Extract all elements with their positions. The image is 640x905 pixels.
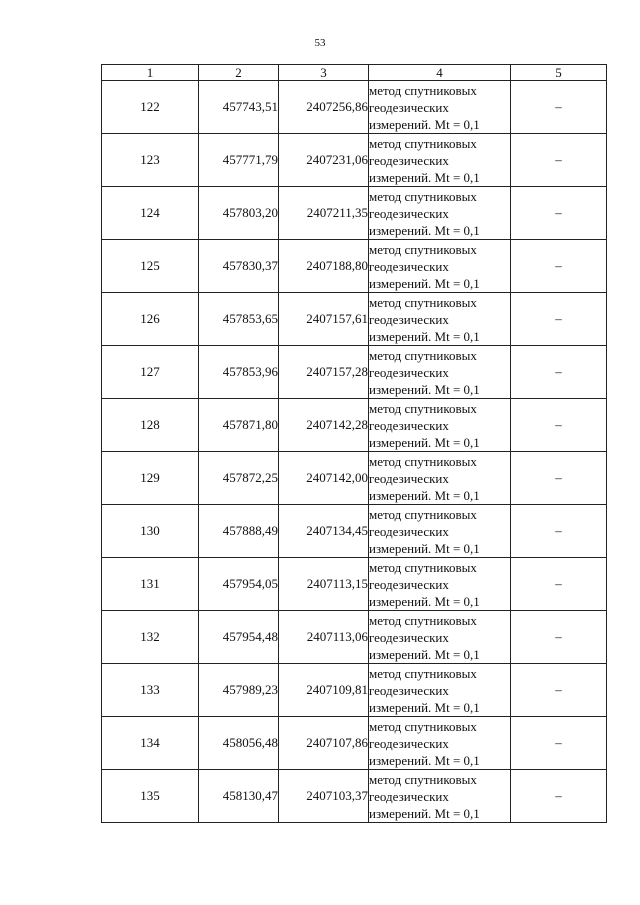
point-number-cell: 127 [102,346,199,399]
method-text-line: метод спутниковых [369,188,477,204]
method-text-line: метод спутниковых [369,612,477,628]
method-text-line: измерений. Mt = 0,1 [369,116,480,132]
column-header-1: 1 [102,65,199,81]
method-text-line: измерений. Mt = 0,1 [369,752,480,768]
method-cell [369,664,511,717]
y-coordinate-cell: 2407103,37 [279,770,369,823]
table-row [102,452,607,505]
method-text-line: геодезических [369,523,449,539]
column-5-cell: – [511,346,607,399]
method-text-line: геодезических [369,629,449,645]
x-coordinate-cell: 458130,47 [199,770,279,823]
method-text-line: метод спутниковых [369,347,477,363]
method-text-line: измерений. Mt = 0,1 [369,434,480,450]
column-5-cell: – [511,134,607,187]
table-row [102,293,607,346]
column-5-cell: – [511,240,607,293]
method-text-line: геодезических [369,735,449,751]
method-cell [369,346,511,399]
column-5-cell: – [511,664,607,717]
method-text-line: измерений. Mt = 0,1 [369,699,480,715]
x-coordinate-cell: 457853,65 [199,293,279,346]
method-text-line: измерений. Mt = 0,1 [369,381,480,397]
method-text-line: метод спутниковых [369,559,477,575]
column-5-cell: – [511,770,607,823]
header-row [102,65,607,81]
table-row [102,399,607,452]
point-number-cell: 131 [102,558,199,611]
method-cell [369,611,511,664]
method-text-line: измерений. Mt = 0,1 [369,487,480,503]
method-cell [369,399,511,452]
method-text-line: геодезических [369,576,449,592]
method-cell [369,81,511,134]
column-5-cell: – [511,717,607,770]
method-cell [369,505,511,558]
table-row [102,187,607,240]
method-text-line: измерений. Mt = 0,1 [369,169,480,185]
y-coordinate-cell: 2407256,86 [279,81,369,134]
x-coordinate-cell: 457954,05 [199,558,279,611]
column-5-cell: – [511,452,607,505]
method-text-line: геодезических [369,99,449,115]
table-row [102,346,607,399]
column-header-3: 3 [279,65,369,81]
x-coordinate-cell: 457803,20 [199,187,279,240]
table-body [102,81,607,823]
y-coordinate-cell: 2407142,00 [279,452,369,505]
table-row [102,770,607,823]
method-cell [369,717,511,770]
column-5-cell: – [511,505,607,558]
method-text-line: метод спутниковых [369,82,477,98]
method-text-line: геодезических [369,470,449,486]
x-coordinate-cell: 457888,49 [199,505,279,558]
method-text-line: измерений. Mt = 0,1 [369,540,480,556]
method-cell [369,452,511,505]
x-coordinate-cell: 457743,51 [199,81,279,134]
method-text-line: измерений. Mt = 0,1 [369,805,480,821]
y-coordinate-cell: 2407188,80 [279,240,369,293]
y-coordinate-cell: 2407157,61 [279,293,369,346]
x-coordinate-cell: 457871,80 [199,399,279,452]
point-number-cell: 129 [102,452,199,505]
x-coordinate-cell: 457989,23 [199,664,279,717]
method-text-line: измерений. Mt = 0,1 [369,646,480,662]
method-text-line: метод спутниковых [369,294,477,310]
coordinates-table [101,64,607,823]
column-5-cell: – [511,558,607,611]
table-row [102,240,607,293]
point-number-cell: 135 [102,770,199,823]
method-text-line: метод спутниковых [369,241,477,257]
method-text-line: геодезических [369,788,449,804]
column-5-cell: – [511,187,607,240]
y-coordinate-cell: 2407157,28 [279,346,369,399]
y-coordinate-cell: 2407109,81 [279,664,369,717]
point-number-cell: 126 [102,293,199,346]
y-coordinate-cell: 2407134,45 [279,505,369,558]
method-text-line: измерений. Mt = 0,1 [369,593,480,609]
table-row [102,558,607,611]
table-row [102,134,607,187]
method-cell [369,770,511,823]
point-number-cell: 125 [102,240,199,293]
y-coordinate-cell: 2407113,15 [279,558,369,611]
point-number-cell: 123 [102,134,199,187]
table-row [102,505,607,558]
y-coordinate-cell: 2407107,86 [279,717,369,770]
x-coordinate-cell: 458056,48 [199,717,279,770]
y-coordinate-cell: 2407211,35 [279,187,369,240]
point-number-cell: 128 [102,399,199,452]
method-text-line: метод спутниковых [369,771,477,787]
column-header-2: 2 [199,65,279,81]
method-text-line: измерений. Mt = 0,1 [369,328,480,344]
method-cell [369,187,511,240]
method-text-line: геодезических [369,152,449,168]
point-number-cell: 133 [102,664,199,717]
method-text-line: геодезических [369,682,449,698]
method-text-line: метод спутниковых [369,665,477,681]
table-row [102,611,607,664]
method-text-line: геодезических [369,311,449,327]
column-5-cell: – [511,399,607,452]
x-coordinate-cell: 457853,96 [199,346,279,399]
method-text-line: метод спутниковых [369,506,477,522]
column-5-cell: – [511,293,607,346]
x-coordinate-cell: 457954,48 [199,611,279,664]
method-text-line: метод спутниковых [369,453,477,469]
point-number-cell: 132 [102,611,199,664]
method-text-line: измерений. Mt = 0,1 [369,222,480,238]
method-cell [369,134,511,187]
x-coordinate-cell: 457872,25 [199,452,279,505]
y-coordinate-cell: 2407231,06 [279,134,369,187]
method-cell [369,293,511,346]
method-text-line: геодезических [369,417,449,433]
method-text-line: геодезических [369,205,449,221]
column-5-cell: – [511,611,607,664]
table-row [102,81,607,134]
y-coordinate-cell: 2407142,28 [279,399,369,452]
method-text-line: измерений. Mt = 0,1 [369,275,480,291]
page-number: 53 [314,37,326,49]
method-text-line: геодезических [369,364,449,380]
column-5-cell: – [511,81,607,134]
x-coordinate-cell: 457830,37 [199,240,279,293]
point-number-cell: 130 [102,505,199,558]
method-text-line: метод спутниковых [369,135,477,151]
method-text-line: метод спутниковых [369,400,477,416]
method-text-line: геодезических [369,258,449,274]
method-text-line: метод спутниковых [369,718,477,734]
point-number-cell: 122 [102,81,199,134]
point-number-cell: 134 [102,717,199,770]
column-header-4: 4 [369,65,511,81]
point-number-cell: 124 [102,187,199,240]
method-cell [369,558,511,611]
method-cell [369,240,511,293]
table-row [102,664,607,717]
y-coordinate-cell: 2407113,06 [279,611,369,664]
column-header-5: 5 [511,65,607,81]
table-row [102,717,607,770]
x-coordinate-cell: 457771,79 [199,134,279,187]
